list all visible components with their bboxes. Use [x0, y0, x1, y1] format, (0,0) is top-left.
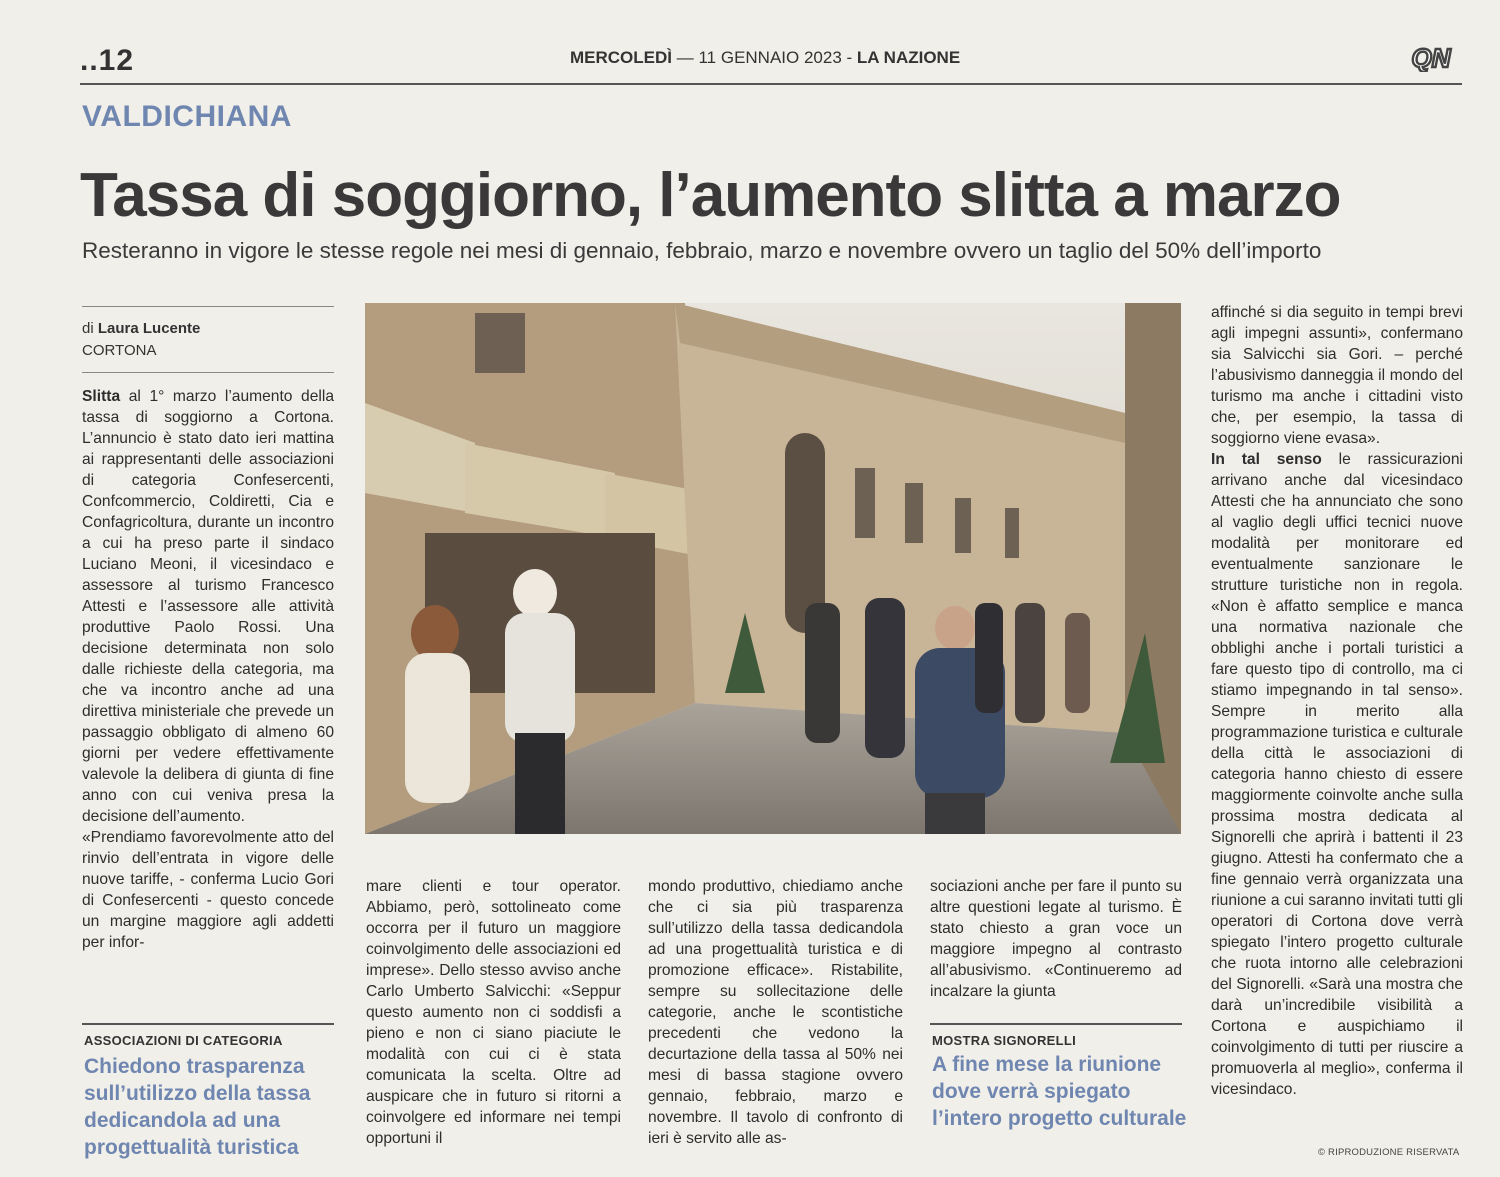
byline	[82, 318, 200, 362]
dateline: MERCOLEDÌ — 11 GENNAIO 2023 - LA NAZIONE	[570, 48, 961, 67]
byline-rule-top	[82, 306, 334, 307]
box2-label: MOSTRA SIGNORELLI	[932, 1033, 1077, 1048]
qn-logo-text: QN	[1411, 44, 1451, 72]
column-3-text: mondo produttivo, chiediamo anche che ci sia più trasparenza sull’utilizzo della tassa dedicandola ad una progettualità turistica e di promozione efficace». Ristabilite, sempre su sollecitazione delle categorie, anche le scontistiche precedenti che vedono la decurtazione della tassa al 50% nei mesi di bassa stagione ovvero gennaio, febbraio, marzo e novembre. Il tavolo di confronto di ieri è servito alle as-	[648, 878, 903, 1147]
article-column-3	[648, 876, 903, 1149]
byline-author: Laura Lucente	[97, 320, 201, 337]
subheadline: Resteranno in vigore le stesse regole nei mesi di gennaio, febbraio, marzo e novembre ovvero un taglio del 50% dell’importo	[82, 238, 1322, 263]
column-2-text: mare clienti e tour operator. Abbiamo, però, sottolineato come occorra per il futuro un maggiore coinvolgimento delle associazioni ed imprese». Dello stesso avviso anche Carlo Umberto Salvicchi: «Seppur questo aumento non ci soddisfi a pieno e non ci siano piaciute le modalità con cui ci è stata comunicata la scelta. Oltre ad auspicare che in futuro si ritorni a coinvolgere ed informare nei tempi opportuni il	[366, 878, 621, 1147]
copyright: © RIPRODUZIONE RISERVATA	[1318, 1147, 1460, 1158]
page-number: ..12	[80, 44, 135, 77]
dateline-newspaper: LA NAZIONE	[856, 48, 961, 67]
header-rule	[80, 83, 1462, 85]
dateline-date: 11 GENNAIO 2023	[698, 48, 842, 67]
box1-label: ASSOCIAZIONI DI CATEGORIA	[84, 1033, 283, 1048]
column-5-lead: In tal senso	[1211, 451, 1322, 468]
headline: Tassa di soggiorno, l’aumento slitta a marzo	[80, 161, 1341, 230]
section-title: VALDICHIANA	[82, 100, 292, 133]
box2-rule	[930, 1023, 1182, 1025]
box1-rule	[82, 1023, 334, 1025]
article-column-1	[82, 386, 334, 953]
column-5-text-2: le rassicurazioni arrivano anche dal vicesindaco Attesti che ha annunciato che sono al vaglio degli uffici tecnici nuove modalità per monitorare ed eventualmente sanzionare le strutture turistiche non in regola. «Non è affatto semplice e manca una normativa nazionale che obblighi anche i portali turistici a fare questo tipo di controllo, ma ci stiamo impegnando in tal senso». Sempre in merito alla programmazione turistica e culturale della città le associazioni di categoria hanno chiesto di essere maggiormente coinvolte anche sulla prossima mostra dedicata al Signorelli che aprirà i battenti il 23 giugno. Attesti ha confermato che a fine gennaio verrà organizzata una riunione a cui saranno invitati tutti gli operatori di Cortona dove verrà spiegato l’intero progetto culturale che ruota intorno alle celebrazioni del Signorelli. «Sarà una mostra che darà un’incredibile visibilità a Cortona e auspichiamo il coinvolgimento di tutti per riuscire a promuoverla al meglio», conferma il vicesindaco.	[1211, 451, 1463, 1098]
box2-title: A fine mese la riunione dove verrà spiegato l’intero progetto culturale	[932, 1053, 1187, 1130]
column-5-text: affinché si dia seguito in tempi brevi agli impegni assunti», confermano sia Salvicchi sia Gori. – perché l’abusivismo danneggia il mondo del turismo ma anche i cittadini visto che, per esempio, la tassa di soggiorno viene evasa».	[1211, 304, 1463, 447]
byline-location: CORTONA	[82, 342, 157, 359]
street-photo	[365, 303, 1181, 834]
dateline-day: MERCOLEDÌ	[570, 48, 672, 67]
article-column-2	[366, 876, 621, 1149]
box1-title: Chiedono trasparenza sull’utilizzo della tassa dedicandola ad una progettualità turistica	[84, 1055, 311, 1159]
column-1-text: al 1° marzo l’aumento della tassa di soggiorno a Cortona. L’annuncio è stato dato ieri mattina ai rappresentanti delle associazioni di categoria Confesercenti, Confcommercio, Coldiretti, Cia e Confagricoltura, durante un incontro a cui ha preso parte il sindaco Luciano Meoni, il vicesindaco e assessore al turismo Francesco Attesti e l’assessore alle attività produttive Paolo Rossi. Una decisione determinata non solo dalle richieste della categoria, ma che va incontro anche ad una direttiva ministeriale che prevede un passaggio obbligato di almeno 60 giorni per vedere effettivamente valevole la delibera di giunta di fine anno con cui veniva presa la decisione dell’aumento.	[82, 388, 334, 825]
byline-rule-bottom	[82, 372, 334, 373]
column-1-text-2: «Prendiamo favorevolmente atto del rinvio dell’entrata in vigore delle nuove tariffe, - conferma Lucio Gori di Confesercenti - questo concede un margine maggiore agli addetti per infor-	[82, 829, 334, 951]
lead-word: Slitta	[82, 388, 121, 405]
column-4-text: sociazioni anche per fare il punto su altre questioni legate al turismo. È stato chiesto a gran voce un maggiore impegno al contrasto all’abusivismo. «Continueremo ad incalzare la giunta	[930, 878, 1182, 1000]
byline-prefix: di	[82, 320, 94, 337]
article-column-4	[930, 876, 1182, 1002]
article-column-5	[1211, 302, 1463, 1100]
qn-logo	[1400, 44, 1462, 72]
